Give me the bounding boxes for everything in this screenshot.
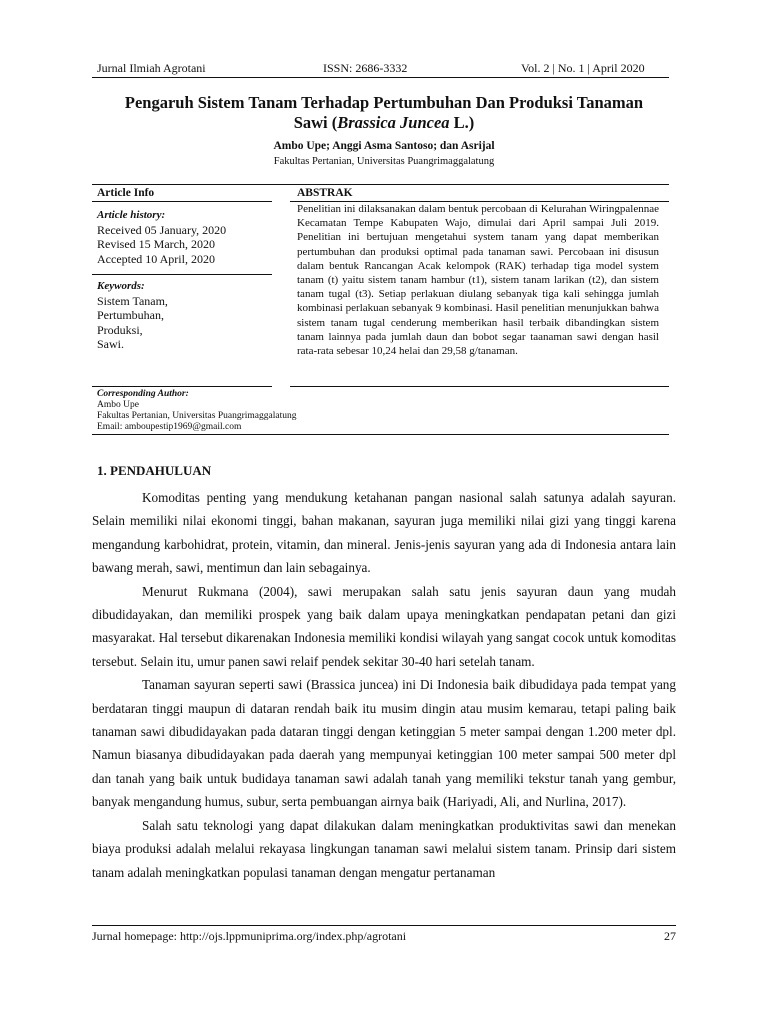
page-number: 27 (664, 929, 676, 943)
affiliation: Fakultas Pertanian, Universitas Puangrimaggalatung (273, 156, 495, 167)
box-bottom-rule (92, 434, 669, 435)
article-info-rule (92, 201, 272, 202)
issn: ISSN: 2686-3332 (323, 61, 408, 75)
footer-rule (92, 925, 676, 926)
journal-homepage: Jurnal homepage: http://ojs.lppmuniprima.org/index.php/agrotani (92, 929, 407, 943)
abstract-bottom-rule (290, 386, 669, 387)
paragraph: Salah satu teknologi yang dapat dilakukan dalam meningkatkan produktivitas sawi dan menekan biaya produksi adalah melalui rekayasa lingkungan tanaman sawi melalui sistem tanam. Prinsip dari sistem tanam adalah meningkatkan populasi tanaman dengan mengatur pertanaman (92, 817, 676, 880)
paper-title (92, 93, 676, 133)
corresponding-affiliation: Fakultas Pertanian, Universitas Puangrimaggalatung (97, 411, 297, 421)
abstract-heading: ABSTRAK (297, 187, 353, 199)
keywords-heading: Keywords: (97, 280, 145, 292)
history-heading: Article history: (97, 209, 166, 221)
corresponding-heading: Corresponding Author: (97, 389, 189, 399)
keyword-item: Sawi. (97, 337, 124, 351)
corresponding-name: Ambo Upe (97, 400, 139, 410)
keyword-item: Sistem Tanam, (97, 293, 168, 308)
abstract-text: Penelitian ini dilaksanakan dalam bentuk percobaan di Kelurahan Wiringpalennae Kecamatan Tempe Kabupaten Wajo, dimulai dari April sampai Juli 2019. Penelitian ini bertujuan mengetahui system tanam yang dapat memberikan pertumbuhan dan produksi optimal pada tanaman sawi. Percobaan ini disusun dalam bentuk Rancangan Acak kelompok (RAK) terhadap tiga model system tanam (t) yaitu sistem tanam hambur (t1), sistem tanam larikan (t2), dan sistem tanam tugal (t3). Setiap perlakuan diulang sebanyak tiga kali sehingga jumlah kombinasi perlakuan sebanyak 9 kombinasi. Hasil penelitian menunjukkan bahwa sistem tanam tugal cenderung memberikan hasil terbaik dibandingkan sistem tanam lainnya pada jumlah daun dan bobot segar taanaman sawi dengan hasil rata-rata sebesar 10,24 helai dan 29,58 g/tanaman. (297, 203, 659, 358)
keywords-rule (92, 274, 272, 275)
paragraph: Menurut Rukmana (2004), sawi merupakan salah satu jenis sayuran daun yang mudah dibudidayakan, dan memiliki prospek yang baik dalam upaya meningkatkan pendapatan petani dan gizi masyarakat. Hal tersebut dikarenakan Indonesia memiliki kondisi wilayah yang sangat cocok untuk komoditas tersebut. Selain itu, umur panen sawi relaif pendek sekitar 30-40 hari setelah tanam. (92, 583, 676, 669)
title-line-1: Pengaruh Sistem Tanam Terhadap Pertumbuhan Dan Produksi Tanaman (124, 93, 644, 112)
corresponding-author (97, 389, 377, 433)
received-date: Received 05 January, 2020 (97, 222, 227, 237)
accepted-date: Accepted 10 April, 2020 (97, 251, 215, 266)
revised-date: Revised 15 March, 2020 (97, 237, 215, 251)
authors: Ambo Upe; Anggi Asma Santoso; dan Asrijal (273, 140, 495, 152)
corresponding-rule (92, 386, 272, 387)
header-rule (92, 77, 669, 78)
paragraph: Komoditas penting yang mendukung ketahanan pangan nasional salah satunya adalah sayuran. Selain memiliki nilai ekonomi tinggi, bahan makanan, sayuran juga memiliki nilai gizi yang tinggi karena mengandung karbohidrat, protein, vitamin, dan mineral. Jenis-jenis sayuran yang ada di Indonesia antara lain bawang merah, sawi, mentimun dan lain sebagainya. (92, 490, 676, 576)
section-body (92, 486, 676, 884)
title-line-2: Sawi (Brassica Juncea L.) (293, 113, 475, 132)
species-name: Brassica Juncea (337, 113, 450, 132)
article-info-heading: Article Info (97, 187, 155, 199)
keywords-block (97, 279, 168, 352)
article-history (97, 208, 226, 266)
paragraph: Tanaman sayuran seperti sawi (Brassica juncea) ini Di Indonesia baik dibudidaya pada tempat yang berdataran tinggi maupun di dataran rendah baik itu musim dingin atau musim kemarau, tetapi paling baik tanaman sawi dibudidayakan pada dataran tinggi dengan ketinggian 5 meter sampai dengan 1.200 meter dpl. Namun biasanya dibudidayakan pada daerah yang mempunyai ketinggian 100 meter sampai 500 meter dpl dan tanah yang baik untuk budidaya tanaman sawi adalah tanah yang memiliki tekstur tanah yang gembur, banyak mengandung humus, subur, serta pembuangan airnya baik (Hariyadi, Ali, and Nurlina, 2017). (92, 677, 676, 810)
journal-name: Jurnal Ilmiah Agrotani (97, 61, 206, 75)
section-heading: 1. PENDAHULUAN (97, 463, 212, 478)
volume-info: Vol. 2 | No. 1 | April 2020 (521, 61, 645, 75)
keyword-item: Pertumbuhan, (97, 308, 164, 322)
corresponding-email: Email: amboupestip1969@gmail.com (97, 422, 242, 432)
box-top-rule (92, 184, 669, 185)
keyword-item: Produksi, (97, 322, 143, 337)
